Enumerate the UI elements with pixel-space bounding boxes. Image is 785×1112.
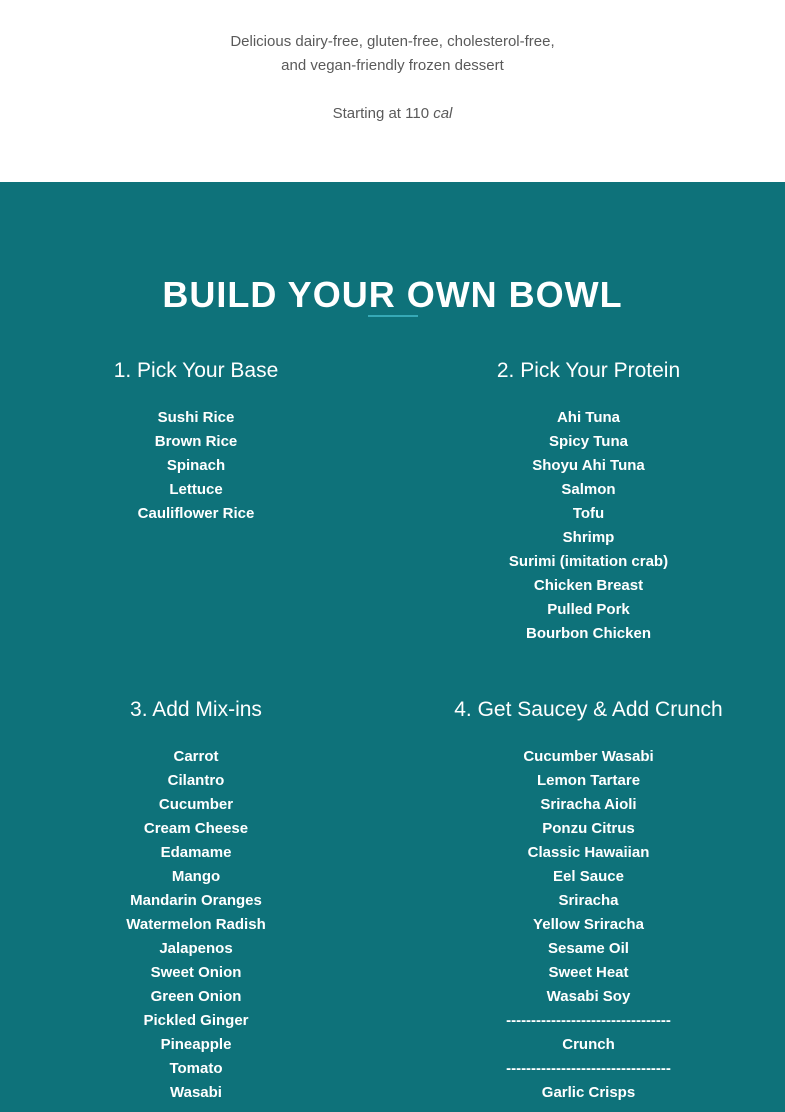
sauce-item: Wasabi Soy	[546, 988, 631, 1005]
base-item: Cauliflower Rice	[137, 505, 255, 522]
base-item: Sushi Rice	[157, 409, 235, 426]
mixin-item: Pineapple	[160, 1036, 232, 1053]
mixin-item: Pickled Ginger	[143, 1012, 249, 1029]
intro-section	[0, 0, 785, 182]
mixin-item: Mango	[171, 868, 221, 885]
mixin-item: Wasabi	[170, 1084, 222, 1101]
mixin-item: Sweet Onion	[150, 964, 242, 981]
sauce-item: Lemon Tartare	[536, 772, 641, 789]
sauce-column	[392, 696, 785, 1105]
sauce-item: ---------------------------------	[506, 1060, 671, 1077]
sauce-item: Yellow Sriracha	[533, 916, 644, 933]
protein-item: Pulled Pork	[547, 601, 630, 618]
description-line-2: and vegan-friendly frozen dessert	[281, 57, 504, 74]
protein-item: Spicy Tuna	[549, 433, 628, 450]
sauce-item: Classic Hawaiian	[527, 844, 650, 861]
sauce-item: Eel Sauce	[553, 868, 624, 885]
base-item: Lettuce	[169, 481, 223, 498]
sauce-item: Cucumber Wasabi	[523, 748, 654, 765]
sauce-item: Sesame Oil	[548, 940, 629, 957]
mixins-heading: 3. Add Mix-ins	[130, 698, 262, 721]
protein-item: Shoyu Ahi Tuna	[532, 457, 645, 474]
sauce-item: Sriracha Aioli	[540, 796, 637, 813]
mixin-item: Green Onion	[150, 988, 242, 1005]
description-line-1: Delicious dairy-free, gluten-free, cholesterol-free,	[230, 33, 555, 50]
calories-unit: cal	[433, 105, 453, 122]
sauce-item: ---------------------------------	[506, 1012, 671, 1029]
sauce-item: Sweet Heat	[548, 964, 629, 981]
title-divider	[368, 315, 418, 317]
protein-column	[392, 357, 785, 646]
sauce-item: Ponzu Citrus	[542, 820, 635, 837]
mixins-list	[0, 745, 392, 1105]
protein-item: Tofu	[572, 505, 605, 522]
protein-item: Ahi Tuna	[556, 409, 621, 426]
base-list	[0, 406, 392, 526]
mixin-item: Jalapenos	[159, 940, 233, 957]
mixin-item: Cream Cheese	[143, 820, 249, 837]
sauce-heading: 4. Get Saucey & Add Crunch	[454, 698, 723, 721]
section-title: BUILD YOUR OWN BOWL	[162, 273, 623, 315]
sauce-item: Sriracha	[558, 892, 619, 909]
mixin-item: Watermelon Radish	[126, 916, 266, 933]
protein-heading: 2. Pick Your Protein	[496, 359, 681, 382]
base-heading: 1. Pick Your Base	[113, 359, 279, 382]
protein-item: Chicken Breast	[533, 577, 644, 594]
mixin-item: Cucumber	[158, 796, 234, 813]
base-item: Brown Rice	[154, 433, 238, 450]
build-bowl-section	[0, 182, 785, 1112]
protein-list	[392, 406, 785, 646]
mixin-item: Tomato	[169, 1060, 223, 1077]
sauce-item: Garlic Crisps	[541, 1084, 636, 1101]
sauce-list	[392, 745, 785, 1105]
sauce-item: Crunch	[562, 1036, 615, 1053]
mixin-item: Carrot	[173, 748, 219, 765]
protein-item: Shrimp	[562, 529, 615, 546]
base-item: Spinach	[166, 457, 226, 474]
mixin-item: Cilantro	[167, 772, 225, 789]
protein-item: Bourbon Chicken	[525, 625, 651, 642]
protein-item: Surimi (imitation crab)	[508, 553, 669, 570]
mixins-column	[0, 696, 392, 1105]
protein-item: Salmon	[561, 481, 616, 498]
mixin-item: Mandarin Oranges	[130, 892, 262, 909]
calories-prefix: Starting at 110	[332, 105, 434, 122]
calories-info	[0, 102, 785, 126]
base-column	[0, 357, 392, 526]
mixin-item: Edamame	[160, 844, 232, 861]
